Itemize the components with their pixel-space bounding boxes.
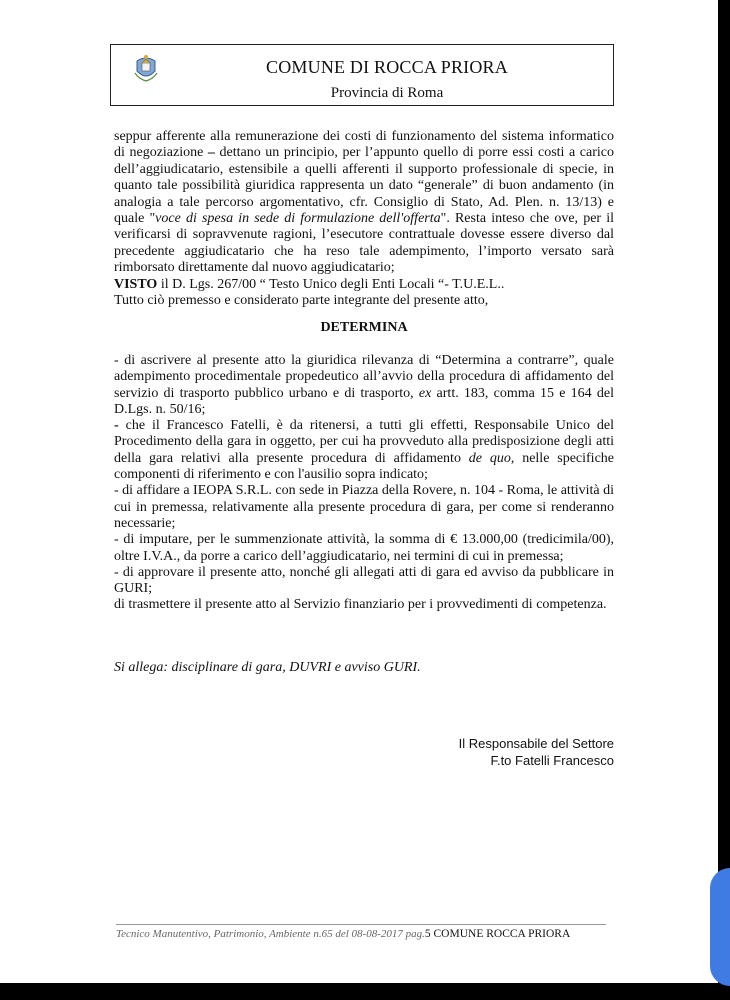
attachments-note: Si allega: disciplinare di gara, DUVRI e avviso GURI. (114, 660, 421, 675)
paragraph-visto: VISTO il D. Lgs. 267/00 “ Testo Unico degli Enti Locali “- T.U.E.L.. (114, 276, 505, 292)
body-section (114, 129, 614, 309)
determina-list (114, 353, 614, 614)
footer-divider (116, 924, 606, 925)
paragraph-remunerazione: seppur afferente alla remunerazione dei costi di funzionamento del sistema informatico di negoziazione – dettano un principio, per l’appunto quello di porre essi costi a carico dell’aggiudicatario, estensibile a quelli afferenti il supporto professionale di specie, in quanto tale possibilità giuridica rappresenta un dato “generale” di buon andamento (in analogia a tale percorso argomentativo, cfr. Consiglio di Stato, Ad. Plen. n. 13/13) e quale "voce di spesa in sede di formulazione dell'offerta". Resta inteso che ove, per il verificarsi di sopravvenute ragioni, l’esecutore contrattuale dovesse essere diverso dal precedente aggiudicatario che ha reso tale adempimento, l’importo versato sarà rimborsato direttamente dal nuovo aggiudicatario; (114, 129, 614, 276)
province-subtitle: Provincia di Roma (330, 85, 444, 101)
letterhead-box (110, 44, 614, 106)
list-item: - che il Francesco Fatelli, è da ritenersi, a tutti gli effetti, Responsabile Unico del Procedimento della gara in oggetto, per cui ha provveduto alla predisposizione degli atti della gara relativi alla presente procedura di affidamento de quo, nelle specifiche componenti di riferimento e con l'ausilio sopra indicato; (114, 418, 615, 483)
paragraph-premesso: Tutto ciò premesso e considerato parte integrante del presente atto, (114, 293, 489, 309)
list-item: - di ascrivere al presente atto la giuridica rilevanza di “Determina a contrarre”, quale adempimento procedimentale propedeutico all’avvio della procedura di affidamento del servizio di trasporto pubblico urbano e di trasporto, ex artt. 183, comma 15 e 164 del D.Lgs. n. 50/16; (114, 353, 614, 417)
list-item: - di imputare, per le summenzionate attività, la somma di € 13.000,00 (tredicimila/00), oltre I.V.A., da porre a carico dell’aggiudicatario, nei termini di cui in premessa; (114, 532, 614, 564)
page-footer: Tecnico Manutentivo, Patrimonio, Ambiente n.65 del 08-08-2017 pag.5 COMUNE ROCCA PRIORA (116, 928, 571, 940)
municipal-crest-icon (133, 53, 159, 83)
municipality-title: COMUNE DI ROCCA PRIORA (266, 57, 508, 77)
signature-role: Il Responsabile del Settore (458, 736, 614, 751)
list-item: - di affidare a IEOPA S.R.L. con sede in Piazza della Rovere, n. 104 - Roma, le attività di cui in premessa, relativamente alla presente procedura di gara, per come si renderanno necessarie; (114, 483, 614, 531)
determina-heading: DETERMINA (320, 320, 408, 335)
list-item: di trasmettere il presente atto al Servizio finanziario per i provvedimenti di competenza. (114, 597, 607, 613)
signature-block (459, 735, 614, 769)
signature-name: F.to Fatelli Francesco (490, 753, 614, 768)
edge-scroll-handle[interactable] (710, 868, 730, 986)
list-item: - di approvare il presente atto, nonché gli allegati atti di gara ed avviso da pubblicare in GURI; (114, 564, 614, 597)
